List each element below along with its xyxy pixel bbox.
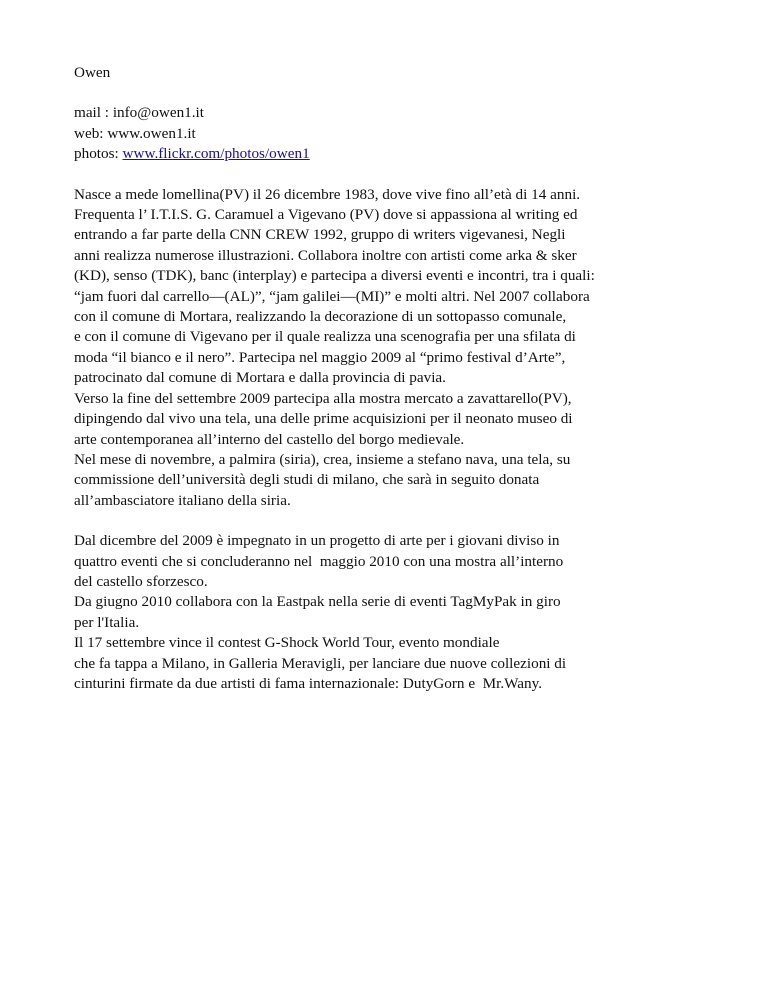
spacer bbox=[74, 165, 714, 185]
bio-line: Da giugno 2010 collabora con la Eastpak nella serie di eventi TagMyPak in giro bbox=[74, 593, 561, 611]
spacer bbox=[74, 511, 714, 531]
author-name: Owen bbox=[74, 64, 111, 81]
mail-label: mail : bbox=[74, 104, 113, 122]
bio-line: Dal dicembre del 2009 è impegnato in un progetto di arte per i giovani diviso in bbox=[74, 532, 560, 550]
web-line bbox=[74, 124, 714, 144]
mail-line bbox=[74, 103, 714, 123]
bio-line: anni realizza numerose illustrazioni. Collabora inoltre con artisti come arka & sker bbox=[74, 246, 577, 264]
mail-value: info@owen1.it bbox=[112, 104, 204, 122]
spacer bbox=[74, 83, 714, 103]
bio-line: quattro eventi che si concluderanno nel maggio 2010 con una mostra all’interno bbox=[74, 552, 564, 570]
bio-line: con il comune di Mortara, realizzando la decorazione di un sottopasso comunale, bbox=[74, 308, 567, 326]
bio-line: entrando a far parte della CNN CREW 1992, gruppo di writers vigevanesi, Negli bbox=[74, 226, 566, 244]
bio-line: all’ambasciatore italiano della siria. bbox=[74, 491, 291, 509]
bio-line: “jam fuori dal carrello—(AL)”, “jam galilei—(MI)” e molti altri. Nel 2007 collabora bbox=[74, 287, 590, 305]
photos-label: photos: bbox=[74, 145, 123, 163]
bio-line: (KD), senso (TDK), banc (interplay) e partecipa a diversi eventi e incontri, tra i quali: bbox=[74, 267, 595, 285]
bio-line: del castello sforzesco. bbox=[74, 572, 208, 590]
web-label: web: bbox=[74, 124, 108, 142]
bio-line: commissione dell’università degli studi di milano, che sarà in seguito donata bbox=[74, 471, 540, 489]
document-page bbox=[74, 63, 714, 694]
bio-line: dipingendo dal vivo una tela, una delle prime acquisizioni per il neonato museo di bbox=[74, 410, 573, 428]
bio-line: moda “il bianco e il nero”. Partecipa nel maggio 2009 al “primo festival d’Arte”, bbox=[74, 348, 566, 366]
web-value: www.owen1.it bbox=[107, 124, 196, 142]
bio-line: Verso la fine del settembre 2009 partecipa alla mostra mercato a zavattarello(PV), bbox=[74, 389, 572, 407]
bio-line: cinturini firmate da due artisti di fama internazionale: DutyGorn e Mr.Wany. bbox=[74, 674, 543, 692]
bio-line: e con il comune di Vigevano per il quale realizza una scenografia per una sfilata di bbox=[74, 328, 576, 346]
photos-line bbox=[74, 144, 714, 164]
bio-line: patrocinato dal comune di Mortara e dalla provincia di pavia. bbox=[74, 369, 446, 387]
bio-line: che fa tappa a Milano, in Galleria Meravigli, per lanciare due nuove collezioni di bbox=[74, 654, 567, 672]
bio-line: arte contemporanea all’interno del castello del borgo medievale. bbox=[74, 430, 465, 448]
bio-line: Nasce a mede lomellina(PV) il 26 dicembre 1983, dove vive fino all’età di 14 anni. bbox=[74, 185, 581, 203]
bio-line: Nel mese di novembre, a palmira (siria), crea, insieme a stefano nava, una tela, su bbox=[74, 450, 571, 468]
bio-line: per l'Italia. bbox=[74, 613, 140, 631]
bio-paragraph-1 bbox=[74, 185, 714, 512]
bio-paragraph-2 bbox=[74, 531, 714, 694]
bio-line: Il 17 settembre vince il contest G-Shock World Tour, evento mondiale bbox=[74, 634, 500, 652]
bio-line: Frequenta l’ I.T.I.S. G. Caramuel a Vigevano (PV) dove si appassiona al writing ed bbox=[74, 206, 578, 224]
photos-link[interactable]: www.flickr.com/photos/owen1 bbox=[122, 145, 310, 163]
